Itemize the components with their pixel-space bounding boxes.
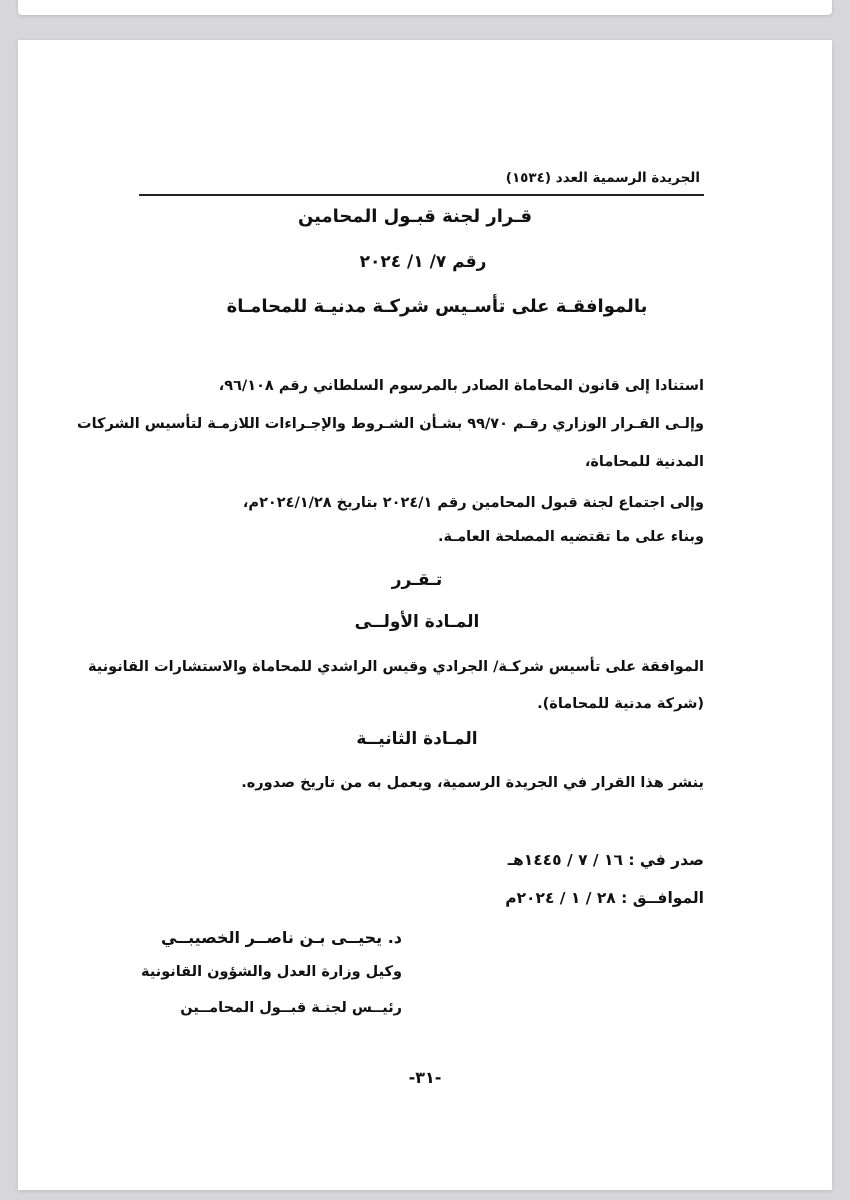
preamble-line: وبناء على ما تقتضيه المصلحة العامـة. <box>437 529 704 545</box>
article-two-title: المـادة الثانيــة <box>356 729 478 749</box>
issued-date: صدر في : ١٦ / ٧ / ١٤٤٥هـ <box>507 851 704 869</box>
page-number: -٣١- <box>408 1068 442 1087</box>
previous-page-edge <box>18 0 832 15</box>
document-page <box>18 40 832 1190</box>
decision-subject: بالموافقـة على تأسـيس شركـة مدنيـة للمحامـاة <box>226 296 648 317</box>
signatory-role: وكيل وزارة العدل والشؤون القانونية <box>141 964 402 980</box>
resolves-heading: تـقـرر <box>391 570 443 590</box>
decision-number: رقم ٧/ ١/ ٢٠٢٤ <box>359 252 487 272</box>
gazette-header <box>139 168 704 196</box>
article-one-title: المـادة الأولــى <box>354 612 480 632</box>
preamble-line: وإلى اجتماع لجنة قبول المحامين رقم ٢٠٢٤/١ بتاريخ ٢٠٢٤/١/٢٨م، <box>242 495 704 511</box>
article-two-text: ينشر هذا القرار في الجريدة الرسمية، ويعمل به من تاريخ صدوره. <box>241 775 704 791</box>
corresponding-date: الموافــق : ٢٨ / ١ / ٢٠٢٤م <box>505 889 704 907</box>
preamble-line: المدنية للمحاماة، <box>584 454 704 470</box>
preamble-line: وإلـى القـرار الوزاري رقـم ٩٩/٧٠ بشـأن الشـروط والإجـراءات اللازمـة لتأسيس الشركات <box>77 416 704 432</box>
gazette-issue-label: الجريدة الرسمية العدد (١٥٣٤) <box>505 170 700 186</box>
article-one-text: الموافقة على تأسيس شركـة/ الجرادي وقيس الراشدي للمحاماة والاستشارات القانونية <box>87 659 704 675</box>
decision-title: قـرار لجنة قبـول المحامين <box>297 206 533 227</box>
signatory-committee-role: رئيــس لجنـة قبــول المحامــين <box>180 1000 402 1016</box>
signatory-name: د. يحيــى بـن ناصــر الخصيبــي <box>161 928 402 947</box>
article-one-text-continued: (شركة مدنية للمحاماة). <box>537 696 704 712</box>
preamble-line: استنادا إلى قانون المحاماة الصادر بالمرسوم السلطاني رقم ٩٦/١٠٨، <box>218 378 704 394</box>
